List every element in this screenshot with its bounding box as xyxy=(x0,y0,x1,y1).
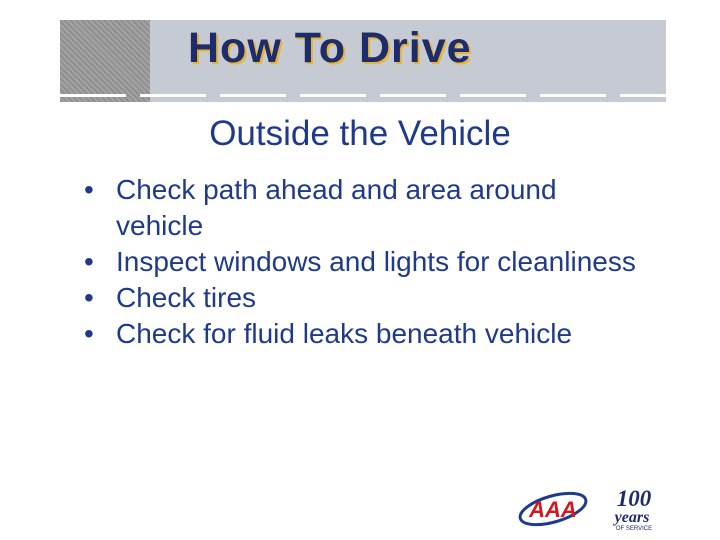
bullet-dot: • xyxy=(84,282,94,313)
bullet-item xyxy=(84,280,644,316)
bullet-dot: • xyxy=(84,246,94,277)
road-dash xyxy=(380,94,446,97)
road-dash xyxy=(60,94,126,97)
aaa-logo xyxy=(516,487,590,531)
slide-title: Outside the Vehicle xyxy=(209,114,511,153)
svg-text:100: 100 xyxy=(616,486,652,511)
bullet-item xyxy=(84,172,644,244)
banner-title: How To Drive xyxy=(188,24,472,72)
bullet-dot: • xyxy=(84,174,94,205)
road-dash xyxy=(460,94,526,97)
road-dash xyxy=(540,94,606,97)
header-banner xyxy=(60,20,666,102)
road-dash xyxy=(220,94,286,97)
bullet-text: Check tires xyxy=(116,282,257,313)
bullet-dot: • xyxy=(84,318,94,349)
road-dash xyxy=(620,94,666,97)
banner-texture xyxy=(60,20,150,102)
svg-text:AAA: AAA xyxy=(529,497,577,522)
svg-text:years: years xyxy=(614,509,650,526)
bullet-item xyxy=(84,244,644,280)
road-dash xyxy=(300,94,366,97)
bullet-text: Check for fluid leaks beneath vehicle xyxy=(116,318,573,349)
svg-text:OF SERVICE: OF SERVICE xyxy=(615,526,653,532)
road-dash xyxy=(140,94,206,97)
bullet-text: Inspect windows and lights for cleanliness xyxy=(116,246,636,277)
bullet-list xyxy=(84,172,644,352)
centennial-logo xyxy=(596,486,668,532)
bullet-item xyxy=(84,316,644,352)
bullet-text: Check path ahead and area around vehicle xyxy=(116,174,557,241)
